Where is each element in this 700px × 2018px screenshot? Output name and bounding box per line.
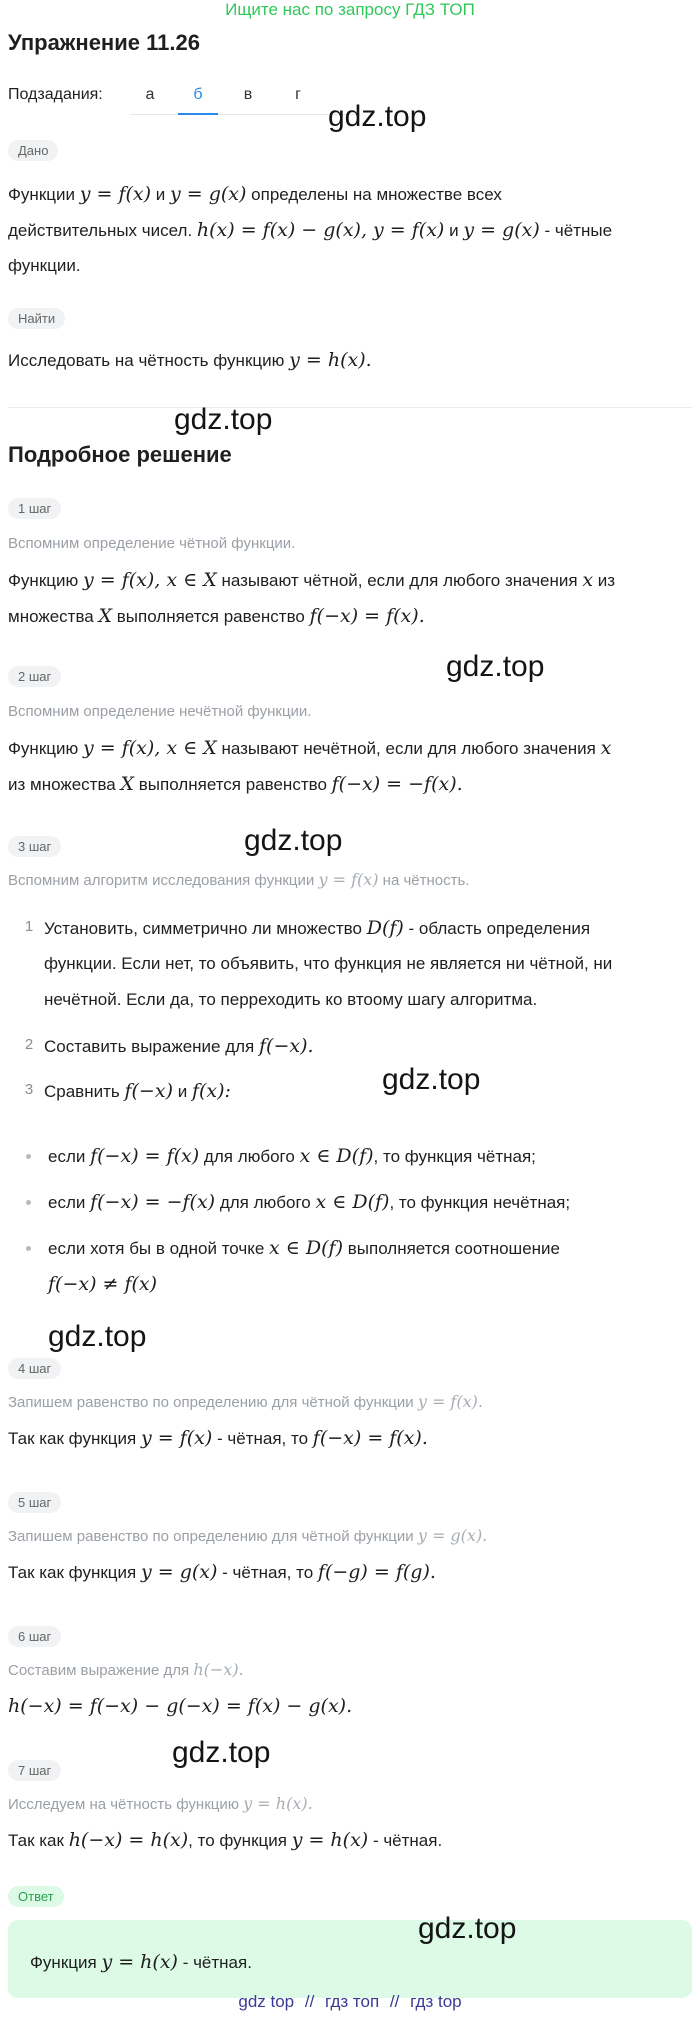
given-line-1: Функции y = f(x) и y = g(x) определены на множестве всех (8, 183, 502, 205)
solution-title: Подробное решение (8, 442, 232, 467)
step-7-line: Так как h(−x) = h(x), то функция y = h(x) - чётная. (8, 1829, 443, 1851)
given-line-3: функции. (8, 256, 81, 275)
compare-rule-odd: если f(−x) = −f(x) для любого x ∈ D(f), то функция нечётная; (48, 1191, 571, 1213)
subtasks-label: Подзадания: (8, 86, 103, 103)
step-5-pill: 5 шаг (8, 1492, 61, 1513)
step-3-intro: Вспомним алгоритм исследования функции y = f(x) на чётность. (8, 870, 470, 889)
algorithm-item-1-line-2: функции. Если нет, то объявить, что функция не является ни чётной, ни (44, 954, 613, 973)
step-6-pill: 6 шаг (8, 1626, 61, 1647)
page-title: Упражнение 11.26 (8, 30, 200, 55)
find-line: Исследовать на чётность функцию y = h(x). (8, 349, 372, 371)
compare-rule-even: если f(−x) = f(x) для любого x ∈ D(f), то функция чётная; (48, 1145, 536, 1167)
given-pill: Дано (8, 140, 58, 161)
watermark: gdz.top (172, 1736, 271, 1769)
ordered-list-number: 2 (24, 1036, 34, 1053)
step-1-intro: Вспомним определение чётной функции. (8, 535, 296, 552)
bullet-dot (26, 1154, 31, 1159)
subtask-tab-v[interactable]: в (243, 86, 253, 103)
footer-links (0, 1992, 700, 2012)
compare-rule-neither: если хотя бы в одной точке x ∈ D(f) выполняется соотношение (48, 1237, 560, 1259)
step-3-pill: 3 шаг (8, 836, 61, 857)
footer-link-gdz-top-mixed[interactable]: гдз top (410, 1992, 462, 2011)
watermark: gdz.top (446, 650, 545, 683)
step-7-pill: 7 шаг (8, 1760, 61, 1781)
subtask-tab-b[interactable]: б (193, 86, 203, 103)
watermark: gdz.top (48, 1320, 147, 1353)
algorithm-item-1-line-3: нечётной. Если да, то перреходить ко втоому шагу алгоритма. (44, 990, 538, 1009)
step-7-intro: Исследуем на чётность функцию y = h(x). (8, 1794, 313, 1813)
section-divider (8, 407, 692, 408)
footer-link-gdz-top-ru[interactable]: гдз топ (325, 1992, 380, 2011)
ordered-list-number: 3 (24, 1081, 34, 1098)
search-hint-banner: Ищите нас по запросу ГДЗ ТОП (225, 0, 475, 19)
step-2-pill: 2 шаг (8, 666, 61, 687)
step-5-line: Так как функция y = g(x) - чётная, то f(−g) = f(g). (8, 1561, 436, 1583)
algorithm-item-3: Сравнить f(−x) и f(x): (44, 1080, 231, 1102)
footer-link-gdz-top[interactable]: gdz top (238, 1992, 295, 2011)
step-6-line: h(−x) = f(−x) − g(−x) = f(x) − g(x). (8, 1695, 353, 1717)
algorithm-item-2: Составить выражение для f(−x). (44, 1035, 314, 1057)
watermark: gdz.top (382, 1063, 481, 1096)
step-4-intro: Запишем равенство по определению для чётной функции y = f(x). (8, 1392, 483, 1411)
footer-separator: // (304, 1992, 315, 2011)
step-2-intro: Вспомним определение нечётной функции. (8, 703, 312, 720)
step-4-line: Так как функция y = f(x) - чётная, то f(−x) = f(x). (8, 1427, 428, 1449)
step-1-line-2: множества X выполняется равенство f(−x) = f(x). (8, 605, 425, 627)
watermark: gdz.top (328, 100, 427, 133)
step-5-intro: Запишем равенство по определению для чётной функции y = g(x). (8, 1526, 488, 1545)
footer-separator: // (389, 1992, 400, 2011)
active-tab-indicator (178, 113, 218, 115)
compare-rule-neither-formula: f(−x) ≠ f(x) (48, 1273, 158, 1295)
given-line-2: действительных чисел. h(x) = f(x) − g(x), y = f(x) и y = g(x) - чётные (8, 219, 613, 241)
step-1-line-1: Функцию y = f(x), x ∈ X называют чётной, если для любого значения x из (8, 569, 616, 591)
subtask-tab-g[interactable]: г (295, 86, 301, 103)
answer-text: Функция y = h(x) - чётная. (30, 1951, 252, 1973)
algorithm-item-1-line-1: Установить, симметрично ли множество D(f) - область определения (44, 917, 591, 939)
step-4-pill: 4 шаг (8, 1358, 61, 1379)
step-2-line-1: Функцию y = f(x), x ∈ X называют нечётной, если для любого значения x (8, 737, 612, 759)
ordered-list-number: 1 (24, 918, 34, 935)
watermark: gdz.top (244, 824, 343, 857)
step-2-line-2: из множества X выполняется равенство f(−x) = −f(x). (8, 773, 463, 795)
find-pill: Найти (8, 308, 65, 329)
watermark: gdz.top (418, 1912, 517, 1945)
step-6-intro: Составим выражение для h(−x). (8, 1660, 244, 1679)
bullet-dot (26, 1246, 31, 1251)
bullet-dot (26, 1200, 31, 1205)
subtabs-divider (130, 114, 360, 115)
watermark: gdz.top (174, 403, 273, 436)
subtask-tab-a[interactable]: а (145, 86, 155, 103)
step-1-pill: 1 шаг (8, 498, 61, 519)
answer-pill: Ответ (8, 1886, 64, 1907)
